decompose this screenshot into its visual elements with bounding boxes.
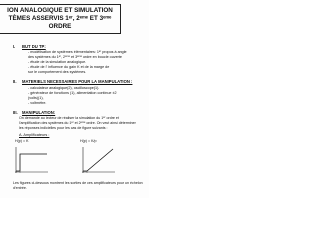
section-1-line-1: - modélisation de systèmes élémentaires: 1ᵉʳ propos à angle bbox=[28, 50, 127, 54]
section-2-title: MATERIELS NECESSAIRES POUR LA MANIPULATION : bbox=[22, 79, 133, 84]
section-2-line-2: - générateur de fonctions (1), alimentation continue ±2 bbox=[28, 91, 117, 95]
section-1-line-2: des systèmes du 1ᵉʳ, 2ᵉᵐᵉ et 3ᵉᵐᵉ ordre en boucle ouverte bbox=[28, 55, 122, 59]
section-1-line-4: - étude de l' influence du gain K et de la marge de bbox=[28, 65, 110, 69]
transfer-function-left: H(p) = K bbox=[15, 139, 29, 143]
figure-caption: Les figures ci-dessous montrent les sorties de ces amplificateurs pour un échelon d'entrée. bbox=[13, 181, 143, 190]
title-box bbox=[0, 4, 121, 34]
plot-right-curve bbox=[83, 149, 113, 171]
document-page bbox=[0, 0, 149, 198]
section-2-line-1: - calculateur analogique(2), oscilloscope(1). bbox=[28, 86, 100, 90]
plot-left-curve bbox=[16, 154, 47, 171]
title-line-3: ORDRE bbox=[48, 23, 72, 31]
section-1-line-3: - étude de la simulation analogique. bbox=[28, 60, 87, 64]
section-3-number: III. bbox=[13, 110, 18, 115]
section-2-line-3: (volts)(1), bbox=[28, 96, 44, 100]
step-response-plot-right bbox=[79, 145, 117, 175]
section-2-line-4: - voltmètre. bbox=[28, 101, 47, 105]
title-line-2: TÈMES ASSERVIS 1ᵉʳ, 2ᵉᵐᵉ ET 3ᵉᵐᵉ bbox=[8, 15, 112, 23]
transfer-function-right: H(p) = K/p bbox=[80, 139, 97, 143]
section-2-number: II. bbox=[13, 79, 17, 84]
section-1-number: I. bbox=[13, 44, 16, 49]
title-line-1: ION ANALOGIQUE ET SIMULATION bbox=[7, 7, 113, 14]
section-1-line-5: sur le comportement des systèmes. bbox=[28, 70, 87, 74]
section-3-title: MANIPULATION: bbox=[22, 110, 56, 115]
section-3-paragraph: On demande au lecteur de réaliser la simulation du 1ᵉʳ ordre et l'amplification des systèmes du 1ᵉʳ et 2ᵉᵐᵉ ordre. On veut ainsi déterminer les réponses indicielles pour les cas de figure suivants : bbox=[19, 116, 136, 130]
subsection-a-title: A. Amplificateurs : bbox=[19, 133, 50, 137]
section-1-title: BUT DU TP: bbox=[22, 44, 46, 49]
step-response-plot-left bbox=[12, 145, 50, 175]
